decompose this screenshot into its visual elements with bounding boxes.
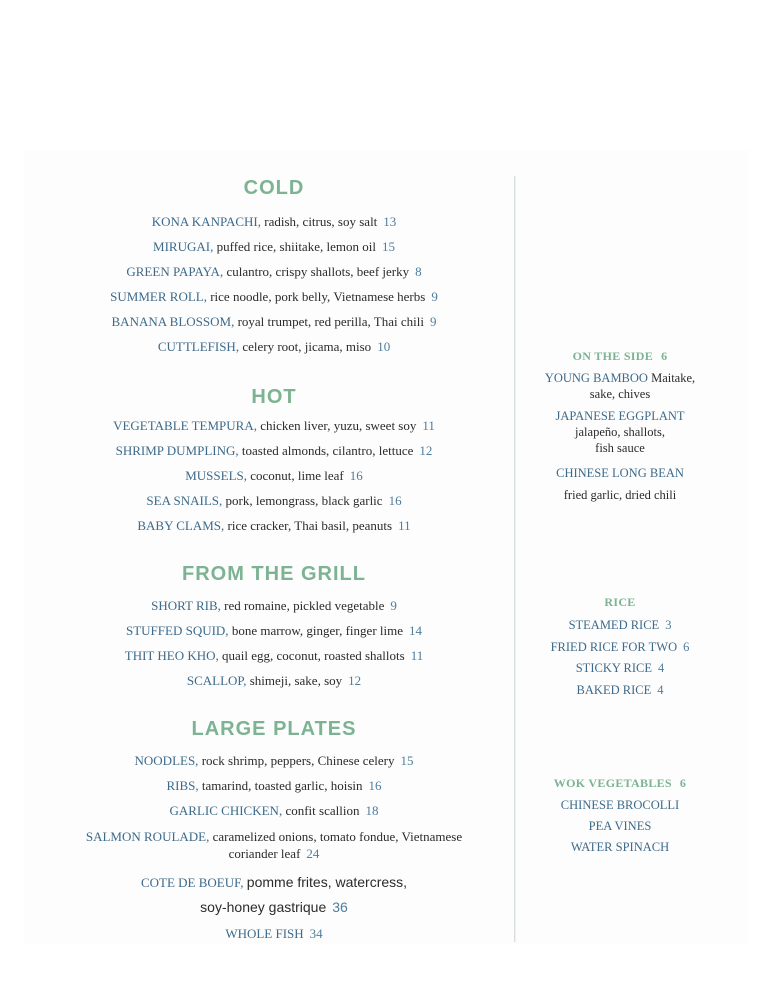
side-item: PEA VINES bbox=[588, 819, 652, 833]
menu-item: MUSSELS, coconut, lime leaf 16 bbox=[185, 468, 363, 483]
menu-item: KONA KANPACHI, radish, citrus, soy salt 13 bbox=[151, 214, 397, 229]
menu-item: SALMON ROULADE, caramelized onions, tomato fondue, Vietnamese coriander leaf 24 bbox=[85, 829, 463, 861]
menu-item: COTE DE BOEUF, pomme frites, watercress, soy-honey gastrique 36 bbox=[140, 874, 408, 915]
side-item: FRIED RICE FOR TWO 6 bbox=[550, 639, 690, 654]
side-item: STICKY RICE 4 bbox=[575, 661, 665, 675]
side-item: CHINESE LONG BEAN fried garlic, dried chili bbox=[556, 466, 684, 502]
menu-item: MIRUGAI, puffed rice, shiitake, lemon oil 15 bbox=[153, 239, 395, 254]
main-menu-column bbox=[30, 172, 518, 944]
section-title-wok-vegetables: WOK VEGETABLES 6 bbox=[553, 776, 687, 790]
section-title-hot: HOT bbox=[251, 386, 297, 408]
section-title-grill: FROM THE GRILL bbox=[182, 563, 366, 585]
menu-item: GARLIC CHICKEN, confit scallion 18 bbox=[169, 803, 379, 818]
menu-item: NOODLES, rock shrimp, peppers, Chinese celery 15 bbox=[134, 753, 414, 768]
column-divider bbox=[514, 176, 516, 942]
side-item: BAKED RICE 4 bbox=[576, 682, 664, 697]
menu-item: SHRIMP DUMPLING, toasted almonds, cilantro, lettuce 12 bbox=[115, 443, 433, 458]
menu-item: BABY CLAMS, rice cracker, Thai basil, peanuts 11 bbox=[137, 518, 411, 533]
menu-item: GREEN PAPAYA, culantro, crispy shallots, beef jerky 8 bbox=[126, 264, 422, 279]
menu-item: SHORT RIB, red romaine, pickled vegetable 9 bbox=[151, 598, 397, 613]
menu-item: CUTTLEFISH, celery root, jicama, miso 10 bbox=[157, 339, 391, 354]
menu-item: THIT HEO KHO, quail egg, coconut, roasted shallots 11 bbox=[124, 648, 424, 663]
menu-item: STUFFED SQUID, bone marrow, ginger, finger lime 14 bbox=[125, 623, 423, 638]
side-item: CHINESE BROCOLLI bbox=[560, 798, 680, 812]
section-title-cold: COLD bbox=[243, 177, 305, 199]
menu-item: VEGETABLE TEMPURA, chicken liver, yuzu, sweet soy 11 bbox=[113, 418, 435, 433]
menu-item: BANANA BLOSSOM, royal trumpet, red perilla, Thai chili 9 bbox=[111, 314, 437, 329]
side-item: WATER SPINACH bbox=[570, 840, 670, 854]
side-item: STEAMED RICE 3 bbox=[568, 618, 672, 632]
menu-item: RIBS, tamarind, toasted garlic, hoisin 16 bbox=[166, 778, 382, 793]
menu-item: SEA SNAILS, pork, lemongrass, black garlic 16 bbox=[146, 493, 402, 508]
side-menu-column bbox=[520, 172, 720, 944]
menu-item: WHOLE FISH 34 bbox=[225, 926, 323, 941]
menu-item: SUMMER ROLL, rice noodle, pork belly, Vietnamese herbs 9 bbox=[110, 289, 438, 304]
section-title-large-plates: LARGE PLATES bbox=[191, 718, 357, 740]
side-item: YOUNG BAMBOO Maitake, sake, chives bbox=[544, 371, 696, 401]
side-item: JAPANESE EGGPLANT jalapeño, shallots, fish sauce bbox=[555, 409, 685, 455]
section-title-rice: RICE bbox=[604, 595, 636, 609]
section-title-on-the-side: ON THE SIDE 6 bbox=[572, 349, 668, 363]
menu-item: SCALLOP, shimeji, sake, soy 12 bbox=[186, 673, 362, 688]
